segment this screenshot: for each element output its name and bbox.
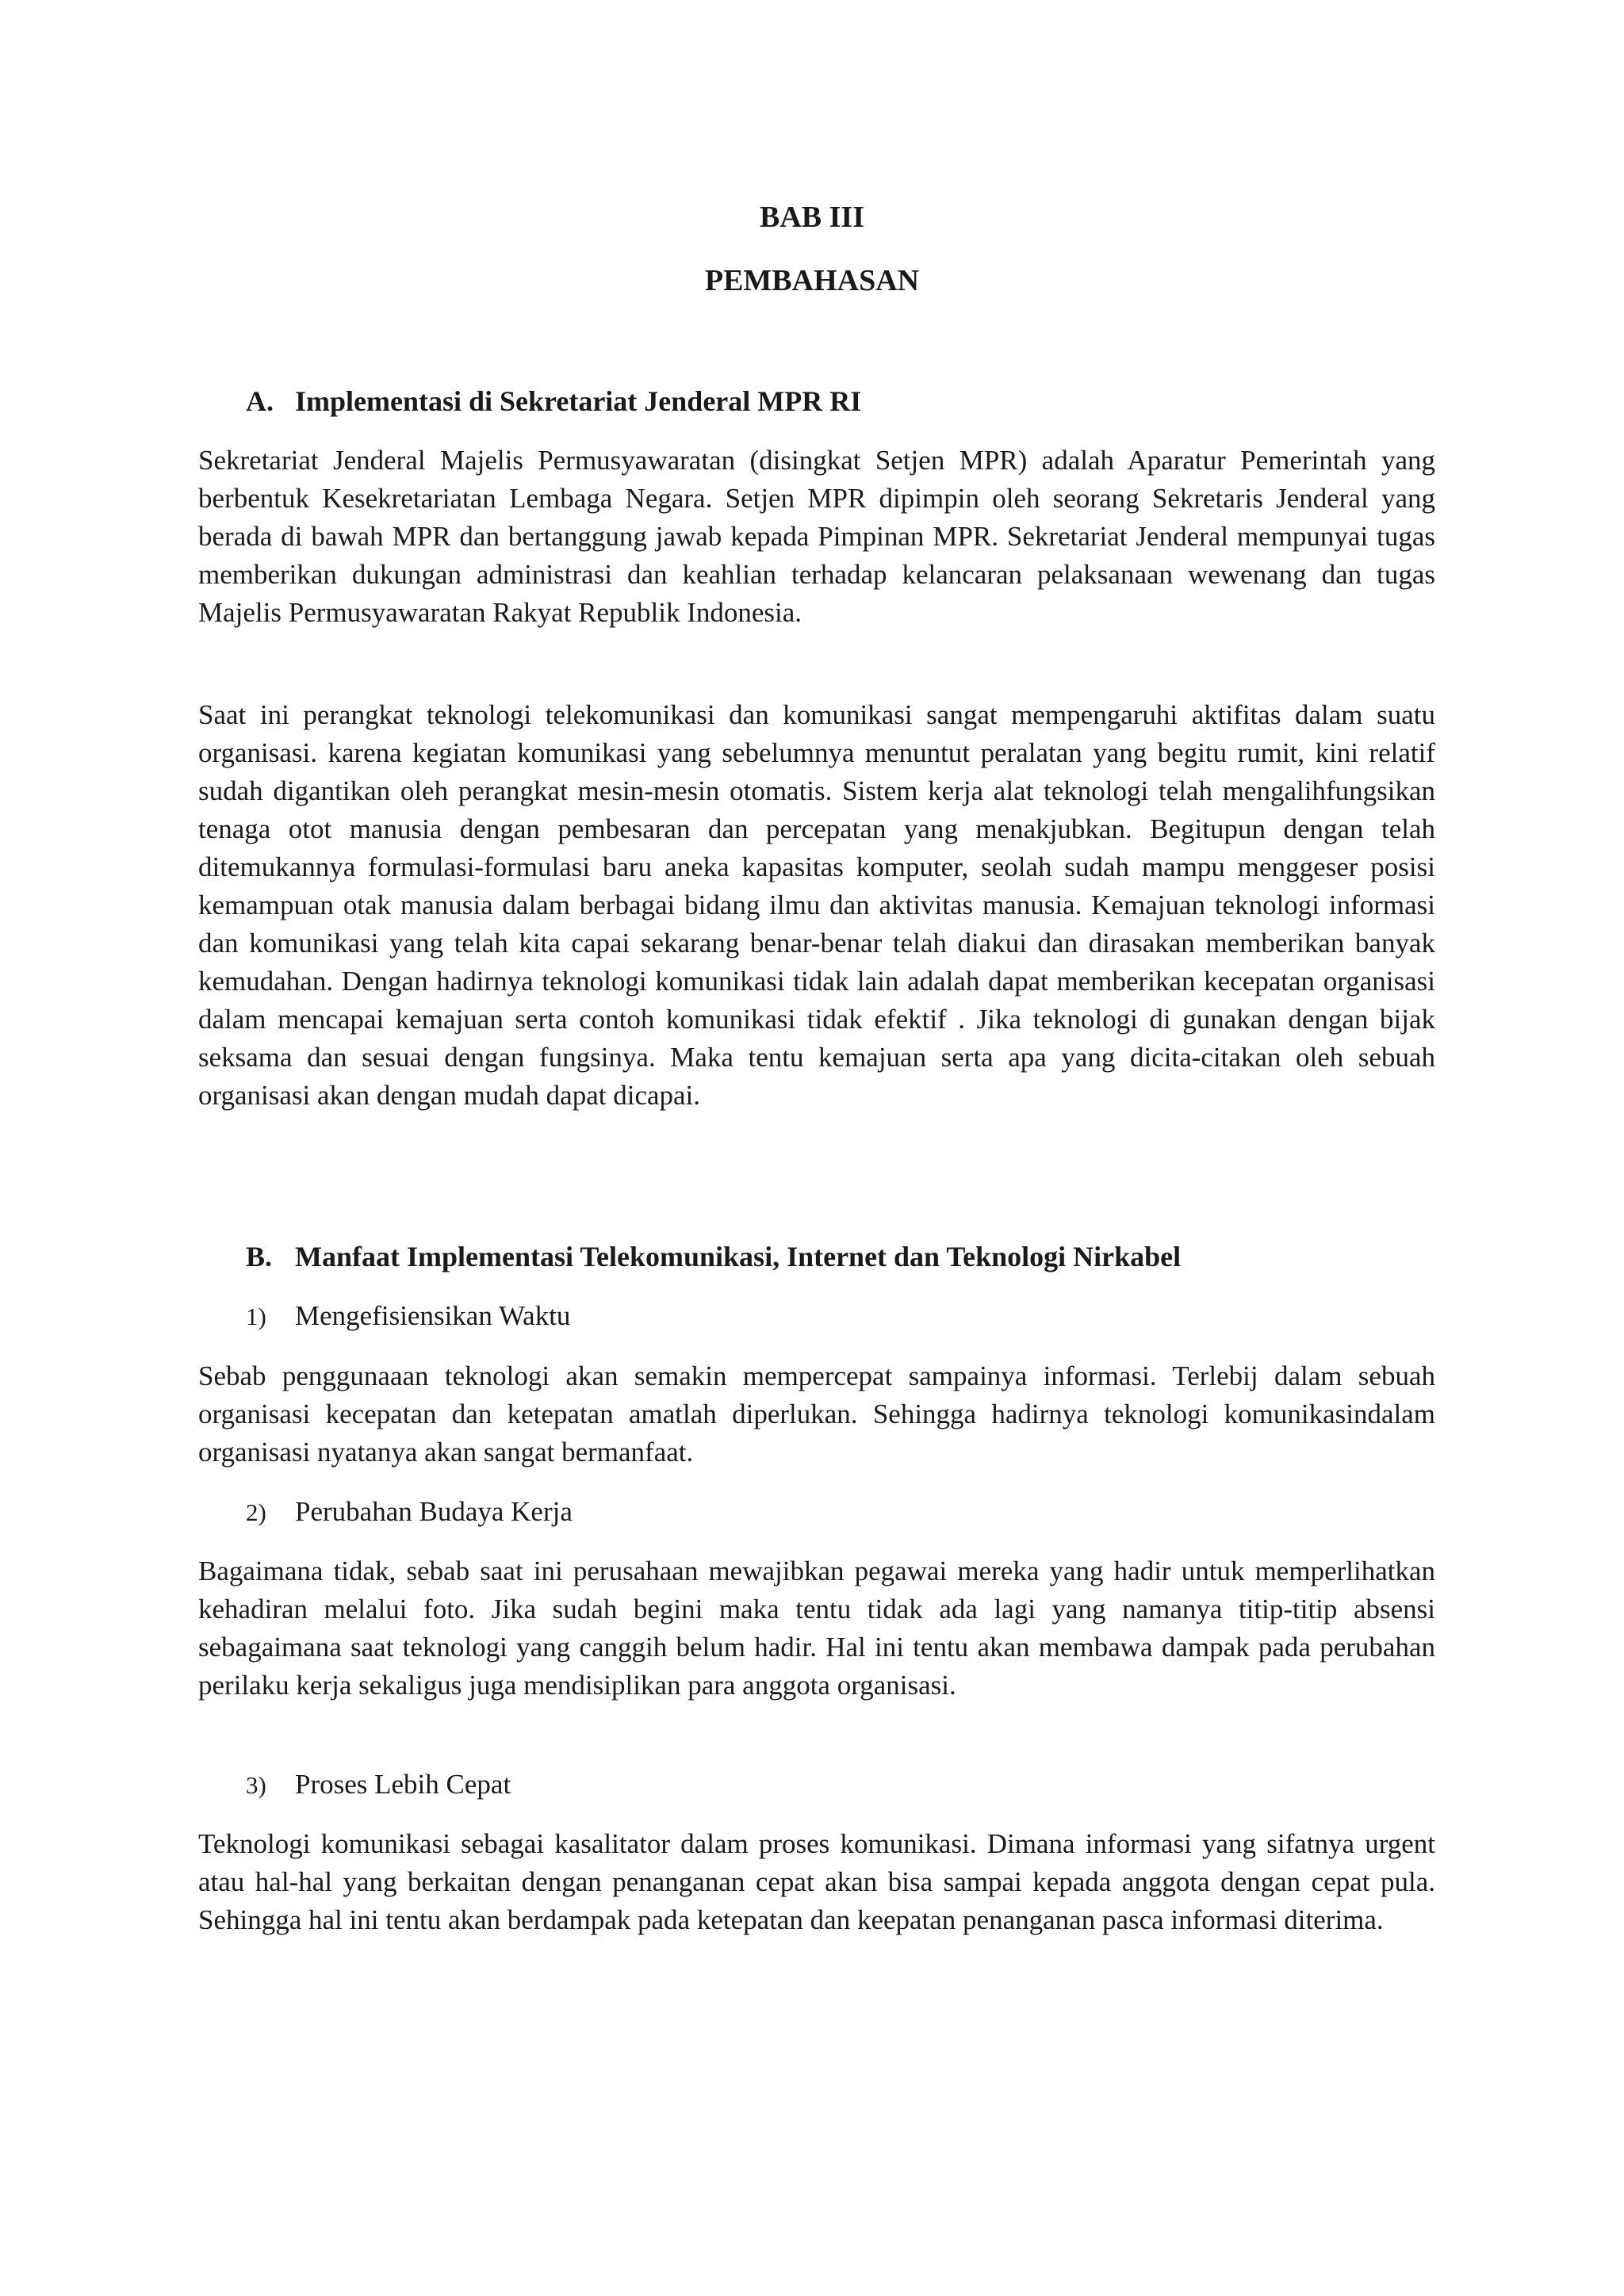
chapter-number: BAB III bbox=[760, 201, 864, 234]
section-a-paragraph-2: Saat ini perangkat teknologi telekomunikasi dan komunikasi sangat mempengaruhi aktifitas dalam suatu organisasi. karena kegiatan komunikasi yang sebelumnya menuntut peralatan yang begitu rumit, kini relatif sudah digantikan oleh perangkat mesin-mesin otomatis. Sistem kerja alat teknologi telah mengalihfungsikan tenaga otot manusia dengan pembesaran dan percepatan yang menakjubkan. Begitupun dengan telah ditemukannya formulasi-formulasi baru aneka kapasitas komputer, seolah sudah mampu menggeser posisi kemampuan otak manusia dalam berbagai bidang ilmu dan aktivitas manusia. Kemajuan teknologi informasi dan komunikasi yang telah kita capai sekarang benar-benar telah diakui dan dirasakan memberikan banyak kemudahan. Dengan hadirnya teknologi komunikasi tidak lain adalah dapat memberikan kecepatan organisasi dalam mencapai kemajuan serta contoh komunikasi tidak efektif . Jika teknologi di gunakan dengan bijak seksama dan sesuai dengan fungsinya. Maka tentu kemajuan serta apa yang dicita-citakan oleh sebuah organisasi akan dengan mudah dapat dicapai. bbox=[198, 699, 1435, 1111]
section-b-title: Manfaat Implementasi Telekomunikasi, Internet dan Teknologi Nirkabel bbox=[295, 1241, 1182, 1272]
section-a-letter: A. bbox=[246, 385, 274, 417]
benefit-1-heading bbox=[246, 1298, 570, 1335]
section-a-paragraph-1: Sekretariat Jenderal Majelis Permusyawaratan (disingkat Setjen MPR) adalah Aparatur Pemerintah yang berbentuk Kesekretariatan Lembaga Negara. Setjen MPR dipimpin oleh seorang Sekretaris Jenderal yang berada di bawah MPR dan bertanggung jawab kepada Pimpinan MPR. Sekretariat Jenderal mempunyai tugas memberikan dukungan administrasi dan keahlian terhadap kelancaran pelaksanaan wewenang dan tugas Majelis Permusyawaratan Rakyat Republik Indonesia. bbox=[198, 445, 1435, 628]
benefit-2-title: Perubahan Budaya Kerja bbox=[295, 1496, 573, 1527]
chapter-title: PEMBAHASAN bbox=[704, 264, 920, 297]
section-b-letter: B. bbox=[246, 1241, 273, 1272]
benefit-3-heading bbox=[246, 1766, 511, 1804]
section-a-heading bbox=[246, 383, 861, 419]
benefit-1-title: Mengefisiensikan Waktu bbox=[295, 1300, 571, 1331]
benefit-2-text: Bagaimana tidak, sebab saat ini perusahaan mewajibkan pegawai mereka yang hadir untuk memperlihatkan kehadiran melalui foto. Jika sudah begini maka tentu tidak ada lagi yang namanya titip-titip absensi sebagaimana saat teknologi yang canggih belum hadir. Hal ini tentu akan membawa dampak pada perubahan perilaku kerja sekaligus juga mendisiplikan para anggota organisasi. bbox=[198, 1556, 1435, 1701]
benefit-1-text: Sebab penggunaaan teknologi akan semakin mempercepat sampainya informasi. Terlebij dalam sebuah organisasi kecepatan dan ketepatan amatlah diperlukan. Sehingga hadirnya teknologi komunikasindalam organisasi nyatanya akan sangat bermanfaat. bbox=[198, 1360, 1435, 1468]
benefit-2-number: 2) bbox=[246, 1498, 266, 1526]
section-a-title: Implementasi di Sekretariat Jenderal MPR RI bbox=[295, 385, 862, 417]
benefit-2-heading bbox=[246, 1494, 573, 1531]
benefit-3-title: Proses Lebih Cepat bbox=[295, 1769, 511, 1800]
benefit-1-number: 1) bbox=[246, 1303, 266, 1330]
benefit-3-text: Teknologi komunikasi sebagai kasalitator dalam proses komunikasi. Dimana informasi yang sifatnya urgent atau hal-hal yang berkaitan dengan penanganan cepat akan bisa sampai kepada anggota dengan cepat pula. Sehingga hal ini tentu akan berdampak pada ketepatan dan keepatan penanganan pasca informasi diterima. bbox=[198, 1828, 1435, 1935]
section-b-heading bbox=[246, 1238, 1181, 1275]
benefit-3-number: 3) bbox=[246, 1771, 266, 1799]
